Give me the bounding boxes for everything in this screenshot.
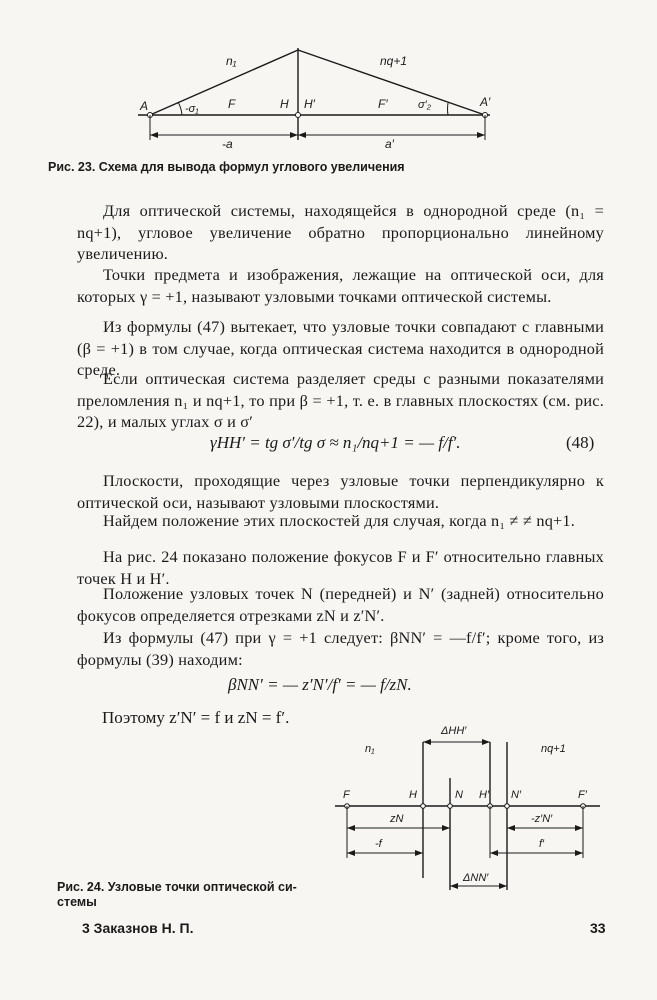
fig24-label-fp: f′ (539, 838, 545, 850)
figure-24-caption-line1: Рис. 24. Узловые точки оптической си- (57, 880, 297, 894)
page-number: 33 (590, 920, 606, 936)
fig24-label-Np: N′ (511, 789, 522, 801)
fig24-label-F: F (343, 789, 350, 801)
figure-23-diagram (130, 40, 500, 155)
paragraph-8: Положение узловых точек N (передней) и N′ (задней) относительно фокусов определяется отрезками zN и z′N′. (77, 584, 604, 625)
fig23-label-F: F (228, 97, 236, 111)
paragraph-1: Для оптической системы, находящейся в однородной среде (n₁ = nq+1), угловое увеличение обратно пропорционально линейному увеличению. (77, 201, 604, 263)
fig23-label-Ap: A′ (480, 95, 491, 109)
fig23-label-sigma1: -σ₁ (185, 103, 199, 115)
fig23-label-Hp: H′ (304, 97, 315, 111)
therefore-line: Поэтому z′N′ = f и zN = f′. (102, 708, 290, 727)
paragraph-2: Точки предмета и изображения, лежащие на оптической оси, для которых γ = +1, называют узловыми точками оптической системы. (77, 265, 604, 306)
fig24-label-dHH: ΔHH′ (441, 725, 467, 737)
fig24-label-dNN: ΔNN′ (463, 872, 489, 884)
fig24-label-f: -f (375, 838, 382, 850)
paragraph-9: Из формулы (47) при γ = +1 следует: βNN′ = —f/f′; кроме того, из формулы (39) находим: (77, 628, 604, 669)
fig23-label-Fp: F′ (378, 97, 388, 111)
fig23-label-ap: a′ (385, 137, 394, 151)
fig23-label-nq1: nq+1 (380, 54, 408, 68)
paragraph-5: Плоскости, проходящие через узловые точки перпендикулярно к оптической оси, называют узловыми плоскостями. (77, 471, 604, 512)
fig23-label-sigma2: σ′₂ (418, 99, 431, 111)
footer-signature: 3 Заказнов Н. П. (82, 920, 194, 936)
fig23-label-H: H (280, 97, 289, 111)
fig24-label-Fp: F′ (578, 789, 587, 801)
figure-24-diagram (335, 718, 605, 900)
fig24-label-H: H (409, 789, 417, 801)
fig24-label-zN: zN (390, 813, 404, 825)
figure-23-caption: Рис. 23. Схема для вывода формул углового увеличения (48, 160, 405, 174)
fig24-label-n1: n₁ (365, 743, 375, 755)
paragraph-3: Из формулы (47) вытекает, что узловые точки совпадают с главными (β = +1) в том случае, когда оптическая система находится в однородной среде. (77, 317, 604, 379)
fig24-label-N: N (455, 789, 463, 801)
fig24-label-zNp: -z′N′ (531, 813, 553, 825)
figure-24-caption-line2: стемы (57, 895, 97, 909)
equation-number-48: (48) (566, 433, 595, 452)
fig23-label-n1: n₁ (226, 54, 237, 68)
fig24-label-Hp: H′ (479, 789, 490, 801)
fig24-label-nq1: nq+1 (541, 743, 566, 755)
formula-beta-nn: βNN′ = — z′N′/f′ = — f/zN. (228, 675, 412, 694)
paragraph-6: Найдем положение этих плоскостей для случая, когда n₁ ≠ ≠ nq+1. (103, 511, 576, 530)
fig23-label-a: -a (222, 137, 233, 151)
paragraph-4: Если оптическая система разделяет среды с разными показателями преломления n₁ и nq+1, то при β = +1, т. е. в главных плоскостях (см. рис. 22), и малых углах σ и σ′ (77, 369, 604, 431)
paragraph-7: На рис. 24 показано положение фокусов F и F′ относительно главных точек H и H′. (77, 547, 604, 588)
formula-48: γHH′ = tg σ′/tg σ ≈ n₁/nq+1 = — f/f′. (210, 433, 461, 452)
fig23-label-A: A (140, 99, 149, 113)
